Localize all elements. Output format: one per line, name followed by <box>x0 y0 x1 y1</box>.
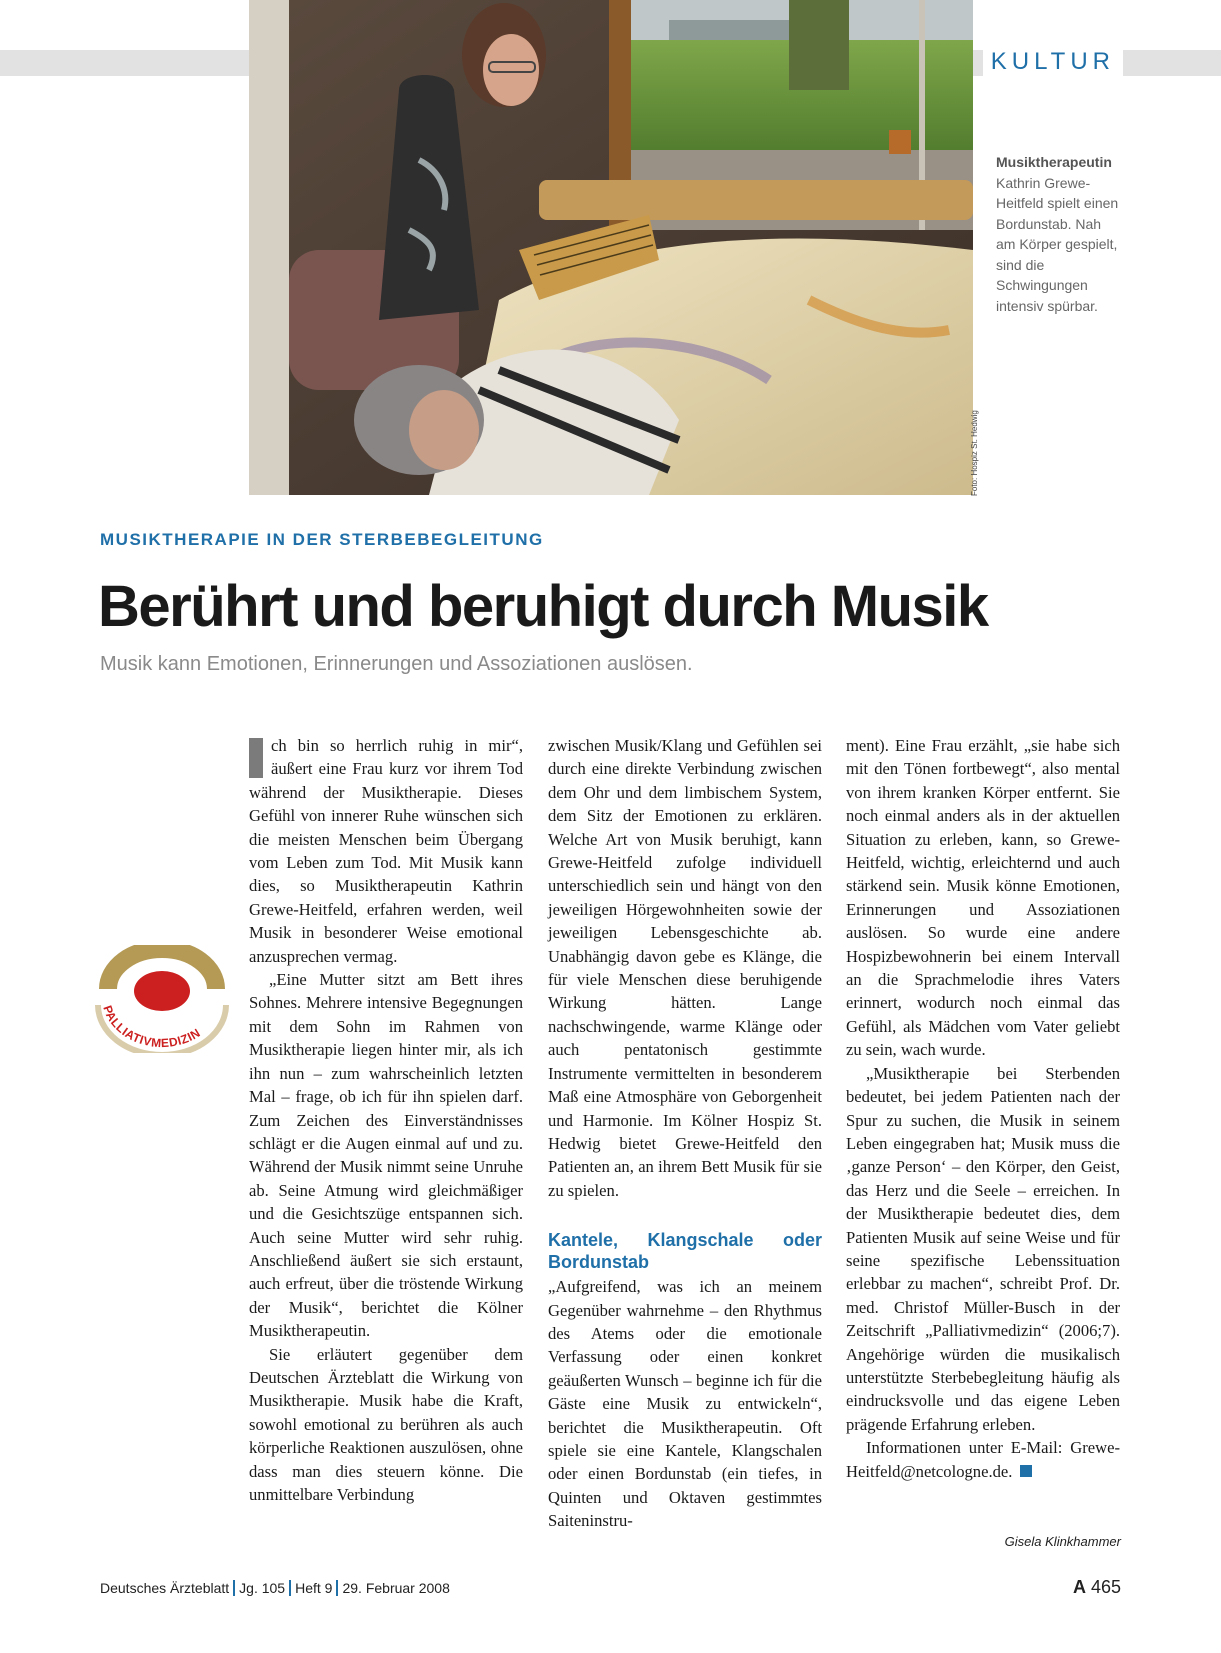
paragraph-1: ch bin so herrlich ruhig in mir“, äußert eine Frau kurz vor ihrem Tod während der Musiktherapie. Dieses Gefühl von innerer Ruhe wünschen sich die meisten Menschen beim Übergang vom Leben zum Tod. Mit Musik kann dies, so Musiktherapeutin Kathrin Grewe-Heitfeld, erfahren werden, weil Musik in besonderer Weise emotional anzusprechen vermag. <box>249 736 523 966</box>
caption-text: Kathrin Grewe-Heitfeld spielt einen Bordunstab. Nah am Körper gespielt, sind die Schwingungen intensiv spürbar. <box>996 174 1119 314</box>
photo-caption <box>996 152 1124 316</box>
article-column-1 <box>249 734 523 1506</box>
article-subheading: Kantele, Klangschale oder Bordunstab <box>548 1230 822 1273</box>
paragraph-3: Sie erläutert gegenüber dem Deutschen Ärzteblatt die Wirkung von Musiktherapie. Musik habe die Kraft, sowohl emotional zu berühren als auch körperliche Reaktionen auszulösen, ohne dass man dies steuern könne. Die unmittelbare Verbindung <box>249 1344 523 1504</box>
article-column-2 <box>548 734 822 1533</box>
footer-volume: Jg. 105 <box>239 1580 286 1596</box>
page-number-value: 465 <box>1090 1577 1121 1597</box>
article-kicker: MUSIKTHERAPIE IN DER STERBEBEGLEITUNG <box>100 530 544 549</box>
photo-credit: Foto: Hospiz St. Hedwig <box>970 410 979 496</box>
drop-cap <box>249 738 263 778</box>
paragraph-7: „Musiktherapie bei Sterbenden bedeutet, bei jedem Patienten nach der Spur zu suchen, die Musik in seinem Leben eingegraben hat; Musik muss die ‚ganze Person‘ – den Körper, den Geist, das Herz und die Seele – erreichen. In der Musiktherapie bedeutet dies, dem Patienten Musik auf seine Weise und für seine spezifische Lebenssituation erlebbar zu machen“, schreibt Prof. Dr. med. Christof Müller-Busch in der Zeitschrift „Palliativmedizin“ (2006;7). Angehörige würden die musikalisch unterstützte Sterbebegleitung häufig als eindrucksvolle und das eigene Leben prägende Erfahrung erleben. <box>846 1063 1120 1434</box>
article-author: Gisela Klinkhammer <box>1004 1534 1121 1549</box>
caption-title: Musiktherapeutin <box>996 154 1112 170</box>
end-mark-icon <box>1020 1465 1032 1477</box>
footer-separator <box>336 1580 338 1596</box>
paragraph-6: ment). Eine Frau erzählt, „sie habe sich mit den Tönen fortbewegt“, also mental von ihrem kranken Körper entfernt. Sie noch einmal anders als in der aktuellen Situation zu erleben, kann, so Grewe-Heitfeld, wichtig, erleichternd und auch stärkend sein. Musik könne Emotionen, Erinnerungen und Assoziationen auslösen. So wurde eine andere Hospizbewohnerin bei einem Intervall an die Sprachmelodie ihres Vaters erinnert, wodurch noch einmal das Gefühl, als Mädchen vom Vater geliebt zu sein, wach wurde. <box>846 736 1120 1060</box>
palliativmedizin-logo <box>88 945 236 1053</box>
article-column-3 <box>846 734 1120 1483</box>
section-label: KULTUR <box>983 46 1123 76</box>
footer-journal: Deutsches Ärzteblatt <box>100 1580 230 1596</box>
paragraph-5: „Aufgreifend, was ich an meinem Gegenüber wahrnehme – den Rhythmus des Atems oder die emotionale Verfassung oder einen konkret geäußerten Wunsch – beginne ich für die Gäste eine Musik zu entwickeln“, berichtet die Musiktherapeutin. Oft spiele sie eine Kantele, Klangschalen oder einen Bordunstab (ein tiefes, in Quinten und Oktaven gestimmtes Saiteninstru- <box>548 1277 822 1531</box>
footer-issue: Heft 9 <box>295 1580 333 1596</box>
paragraph-4: zwischen Musik/Klang und Gefühlen sei durch eine direkte Verbindung zwischen dem Ohr und dem limbischem System, dem Sitz der Emotionen zu erklären. Welche Art von Musik beruhigt, kann Grewe-Heitfeld zufolge individuell unterschiedlich sein und hängt von den jeweiligen Hörgewohnheiten sowie der jeweiligen Lebensgeschichte ab. Unabhängig davon gebe es Klänge, die für viele Menschen diese beruhigende Wirkung hätten. Lange nachschwingende, warme Klänge oder auch pentatonisch gestimmte Instrumente vermittelten in besonderem Maß eine Atmosphäre von Geborgenheit und Harmonie. Im Kölner Hospiz St. Hedwig bietet Grewe-Heitfeld den Patienten an, an ihrem Bett Musik für sie zu spielen. <box>548 736 822 1200</box>
article-photo <box>249 0 973 495</box>
paragraph-contact <box>846 1436 1120 1483</box>
footer-citation <box>100 1580 450 1596</box>
page-number <box>1073 1577 1121 1598</box>
footer-separator <box>289 1580 291 1596</box>
contact-text: Informationen unter E-Mail: Grewe-Heitfeld@netcologne.de. <box>846 1438 1120 1481</box>
article-subhead: Musik kann Emotionen, Erinnerungen und Assoziationen auslösen. <box>100 653 693 675</box>
footer-separator <box>233 1580 235 1596</box>
logo-text: PALLIATIVMEDIZIN <box>100 1003 203 1051</box>
footer-date: 29. Februar 2008 <box>342 1580 450 1596</box>
paragraph-2: „Eine Mutter sitzt am Bett ihres Sohnes. Mehrere intensive Begegnungen mit dem Sohn im Rahmen von Musiktherapie liegen hinter mir, als ich ihn nun – zum wahrscheinlich letzten Mal – frage, ob ich für ihn spielen darf. Zum Zeichen des Einverständnisses schlägt er die Augen einmal auf und zu. Während der Musik nimmt seine Unruhe ab. Seine Atmung wird gleichmäßiger und die Gesichtszüge entspannen sich. Auch seine Mutter wird sehr ruhig. Anschließend äußert sie sich erstaunt, auch erfreut, über die tröstende Wirkung der Musik“, berichtet die Kölner Musiktherapeutin. <box>249 970 523 1341</box>
page-prefix: A <box>1072 1577 1086 1597</box>
article-headline: Berührt und beruhigt durch Musik <box>98 574 988 639</box>
